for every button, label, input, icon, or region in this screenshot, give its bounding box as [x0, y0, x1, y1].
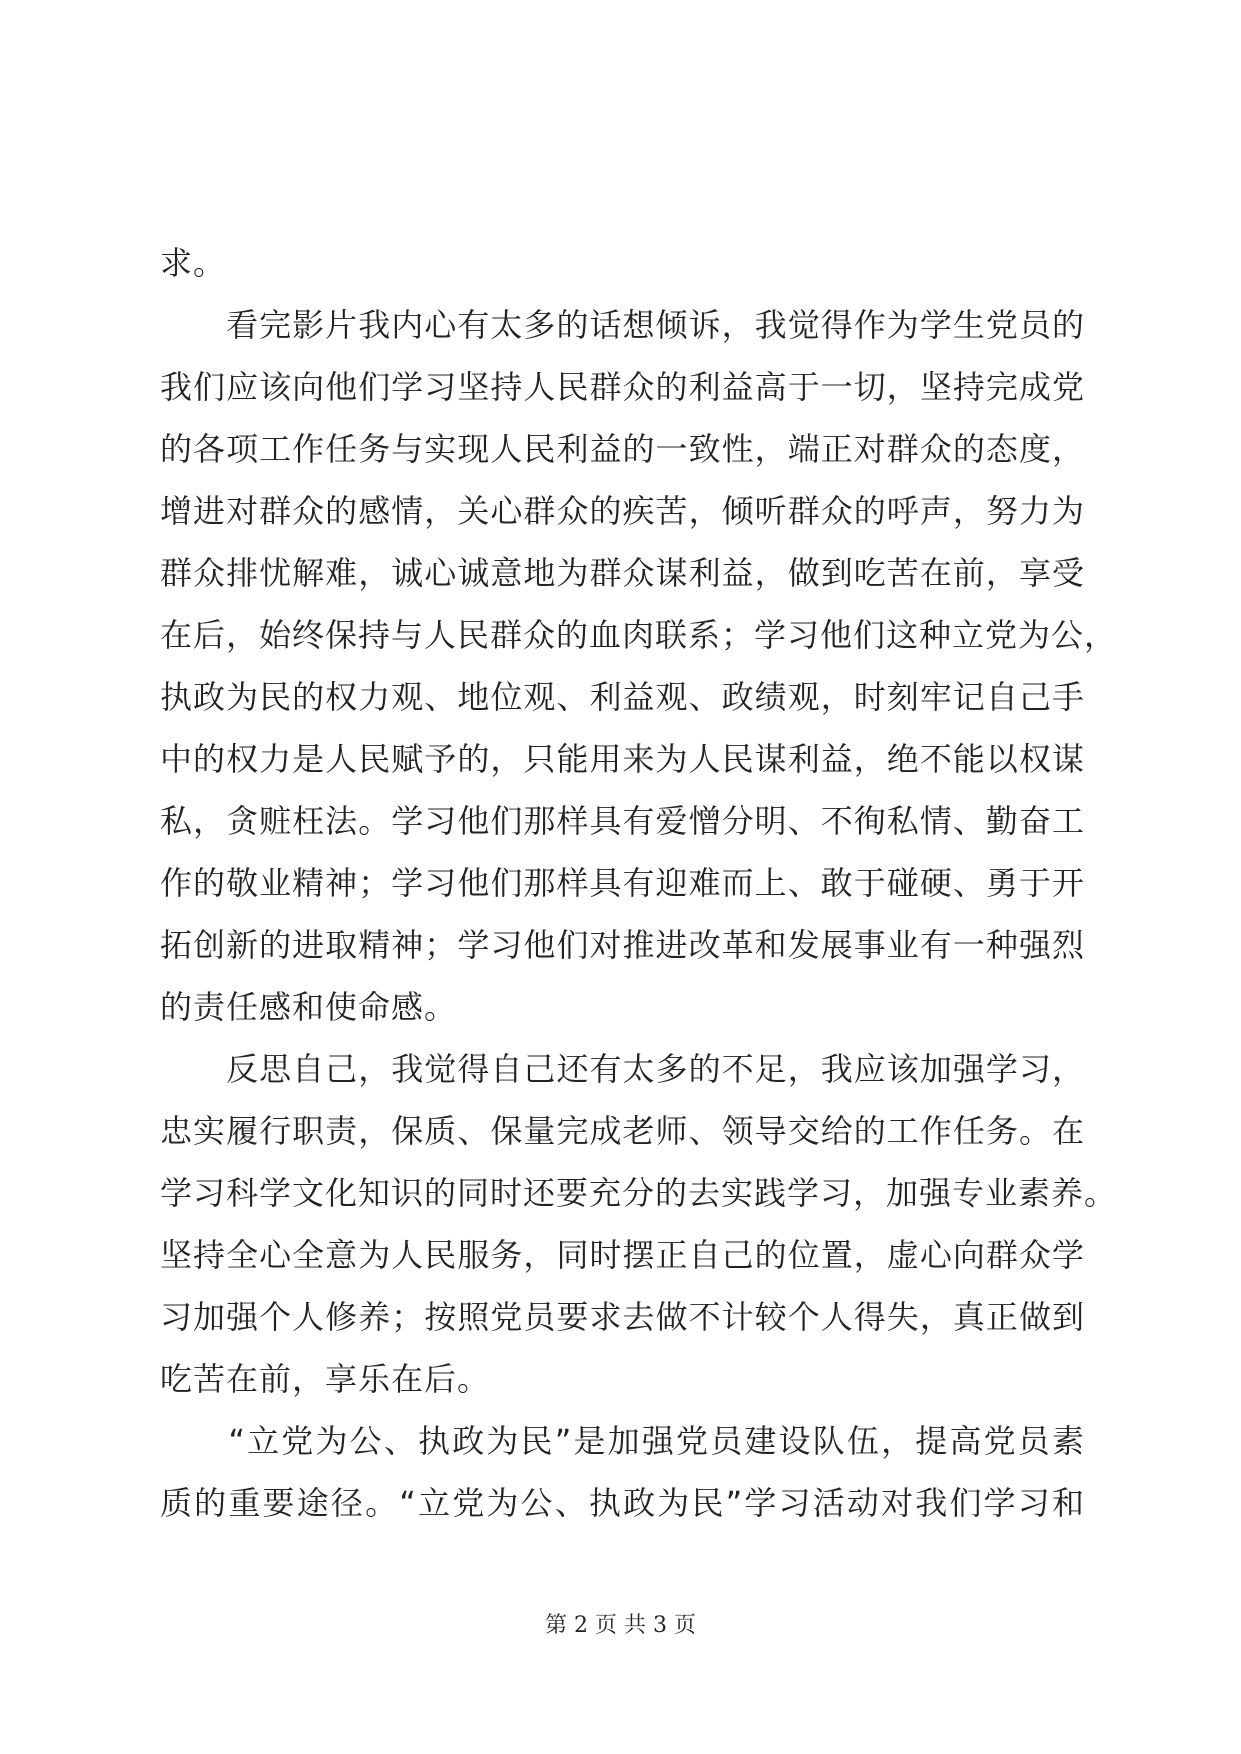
- text-line: 反思自己，我觉得自己还有太多的不足，我应该加强学习，: [160, 1050, 1085, 1088]
- body-text: [160, 232, 1118, 1534]
- text-line: 在后，始终保持与人民群众的血肉联系；学习他们这种立党为公，: [160, 616, 1118, 654]
- text-line: 拓创新的进取精神；学习他们对推进改革和发展事业有一种强烈: [160, 926, 1085, 964]
- text-line: 质的重要途径。“立党为公、执政为民”学习活动对我们学习和: [160, 1484, 1085, 1522]
- text-line: 群众排忧解难，诚心诚意地为群众谋利益，做到吃苦在前，享受: [160, 554, 1085, 592]
- text-line: 增进对群众的感情，关心群众的疾苦，倾听群众的呼声，努力为: [160, 492, 1085, 530]
- page-number-footer: 第 2 页 共 3 页: [545, 1613, 696, 1638]
- text-line: “立党为公、执政为民”是加强党员建设队伍，提高党员素: [160, 1422, 1085, 1460]
- text-line: 私，贪赃枉法。学习他们那样具有爱憎分明、不徇私情、勤奋工: [160, 802, 1085, 840]
- text-line: 坚持全心全意为人民服务，同时摆正自己的位置，虚心向群众学: [160, 1236, 1085, 1274]
- text-line: 的各项工作任务与实现人民利益的一致性，端正对群众的态度，: [160, 430, 1085, 468]
- text-line: 习加强个人修养；按照党员要求去做不计较个人得失，真正做到: [160, 1298, 1085, 1336]
- text-line: 吃苦在前，享乐在后。: [160, 1360, 491, 1398]
- text-line: 中的权力是人民赋予的，只能用来为人民谋利益，绝不能以权谋: [160, 740, 1085, 778]
- text-line: 求。: [160, 244, 227, 282]
- text-line: 忠实履行职责，保质、保量完成老师、领导交给的工作任务。在: [160, 1112, 1085, 1150]
- text-line: 我们应该向他们学习坚持人民群众的利益高于一切，坚持完成党: [160, 368, 1085, 406]
- text-line: 执政为民的权力观、地位观、利益观、政绩观，时刻牢记自己手: [160, 678, 1085, 716]
- text-line: 作的敬业精神；学习他们那样具有迎难而上、敢于碰硬、勇于开: [160, 864, 1085, 902]
- text-line: 学习科学文化知识的同时还要充分的去实践学习，加强专业素养。: [160, 1174, 1118, 1212]
- text-line: 的责任感和使命感。: [160, 988, 458, 1026]
- text-line: 看完影片我内心有太多的话想倾诉，我觉得作为学生党员的: [160, 306, 1085, 344]
